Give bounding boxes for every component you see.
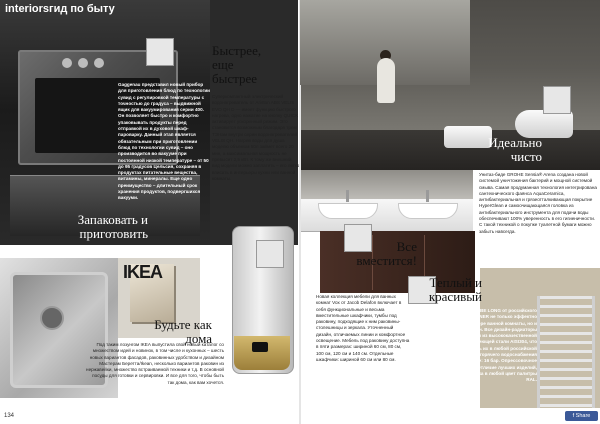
- sink-drain: [40, 306, 64, 330]
- vanity-mirror: [301, 170, 473, 200]
- warm-title: Теплый и красивый: [428, 275, 482, 304]
- facebook-share-button[interactable]: f Share: [565, 411, 598, 421]
- oven-text: Gaggenau представил новый прибор для приготовления блюд по технологии сувид с регулировкой температуры с точностью до градуса – выдвижной ящик для вакуумирования серии 400. Он позволяет быстро и комфортно упаковывать продукты перед отправкой их в духовой шкаф-пароварку. Данный этап является обязательным при приготовлении блюд по технологии сувид – оно производится во вакууме при постоянной низкой температуре – от 50 до 95 градусов Цельсия, сохраняя в продуктах питательные вещества, витамины, минералы. Еще одно преимущество – длительный срок хранения продуктов, подвергшихся вакууми.: [118, 82, 211, 201]
- vanity-tap: [346, 190, 349, 202]
- vanity-basin: [398, 203, 458, 219]
- oven-title: Запаковать и приготовить: [77, 212, 148, 241]
- toilet-bidet: [515, 110, 573, 138]
- placeholder-square: [146, 38, 174, 66]
- placeholder-square: [256, 240, 284, 268]
- home-text: Под таким лозунгом IKEA выпустила свой новый каталог со множеством идей и новинок, в том числе и кухонных – шесть новых вариантов фасадов, раковинных удобством и дизайном Мастерам Беретта/Ikean, несколько вариантов раковин из нержавейки, множество встраиваемой техники и т.д. В основной посуды для готовки и сервировки. И все для того, чтобы быть так дома, как вам хочется.: [86, 342, 224, 385]
- home-title: Будьте как дома: [154, 317, 212, 346]
- clean-title: Идеально чисто: [488, 135, 542, 164]
- woman-figure: [377, 58, 395, 103]
- fit-title: Все вместится!: [356, 239, 417, 268]
- catalog-logo: IKEA: [123, 262, 163, 282]
- fit-text: Новая коллекция мебели для ванных комнат Vox от Jacob Delafon включает в себя функциональные и весьма вместительные шкафчики, тумбы под раковину, подходящие к ним раковины-столешницы и зеркала. Уточненный дизайн, отличаемых линии и комфортное освещение. Мебель под раковину доступна в пяти размерах: шириной 60 см, 80 см, 100 см, 120 см и 140 см. Отдельные шкафчики: шириной 60 см или 80 см.: [316, 294, 410, 362]
- faster-text: Суперкомпактный электрический водонагреватель от Ariston ABS VELIS EVO QH D — имеет функцию быстрого нагрева, одно нажатие на кнопку QUICK активирует ускоренный режим. Это становится возможным благодаря трем ТЭНам внутри серии водонагревателей VELIS QH. Нагрев воды для душа моделю объемом 50л займет всего 20 мин, а максимальная мощность не превысит 2,5 кВт. К тому же внешний вид модели можно заплатить – его легко вписать в интерьеры кухни или ванной комнаты.: [212, 94, 300, 181]
- clean-text: Унитаз-биде GROHE Sensia® Arena создана новой системой уничтожения бактерий и мощной системой смыва. Самая продуманная технология интегрирована сантехнического фаянса AquaCeramica, антибактериальная и грязеотталкивающая покрытие HyperGlean и самоочищающаяся головка из антибактериального инструмента для подачи воды обеспечивают 100% уверенность в его гигиеничности. С такой техникой о покупке туалетной бумаги можно забыть навсегда.: [479, 172, 597, 234]
- oven-knob: [62, 58, 72, 68]
- page-number: 134: [4, 413, 15, 419]
- oven-knob: [94, 58, 104, 68]
- faster-title: Быстрее, еще быстрее: [212, 43, 262, 86]
- vanity-basin: [318, 203, 378, 219]
- placeholder-square: [543, 86, 571, 114]
- towel-dryer: [537, 296, 595, 408]
- section-label: interiorsгид по быту: [5, 3, 115, 15]
- warm-text: Полотенцесушитель CUBE LONG от российского производителя BRONER не только эффектно смотрится в интерьере ванной комнаты, но и чрезвычайно эффективен. Все дизайн-радиаторы BRONER изготовлены из высококачественной итальянской нержавеющей стали AISI304, что позволяет использовать их в любой российской системе отопления и горячего водоснабжения (ГВС). Рабочее давление: 16 бар. Опрессовочное давление: 24 бар. Отличие лучших изделий, фактура "satin" или окраска в любой цвет палитры RAL.: [419, 308, 537, 383]
- vanity-tap: [426, 190, 429, 202]
- oven-knob: [78, 58, 88, 68]
- water-heater-display: [252, 342, 268, 352]
